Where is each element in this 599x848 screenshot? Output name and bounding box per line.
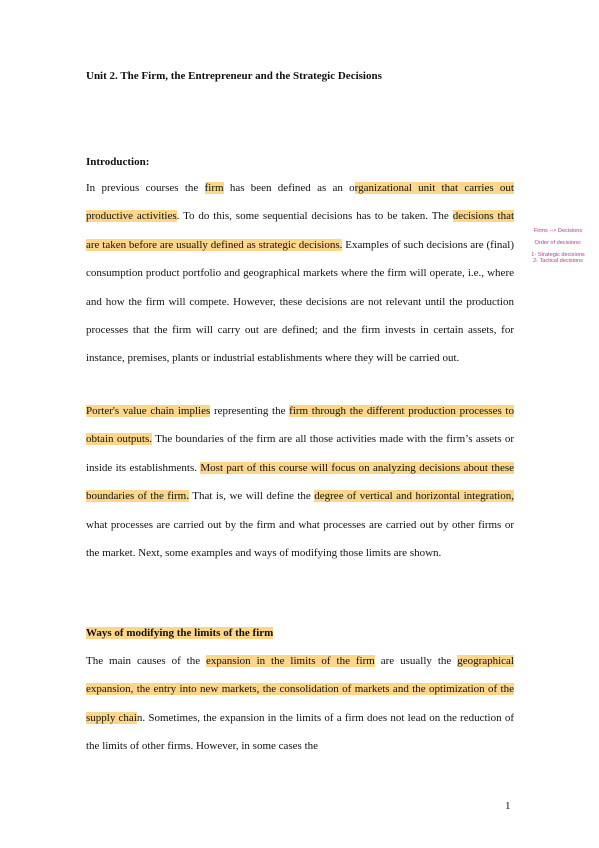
unit-title: Unit 2. The Firm, the Entrepreneur and the Strategic Decisions: [86, 70, 382, 82]
margin-annotations: [522, 228, 594, 264]
text-run: Examples of such decisions are (final) consumption product portfolio and geographical markets where the firm will operate, i.e., where and how the firm will compete. However, these decisions are not relevant until the production processes that the firm will carry out are defined; and the firm invests in certain assets, for instance, premises, plants or industrial establishments where they will be carried out.: [86, 238, 514, 365]
annotation-line-2: Order of decisions:: [534, 240, 582, 246]
text-run: n. Sometimes, the expansion in the limits of a firm does not lead on the reduction of the limits of other firms. However, in some cases the: [86, 711, 514, 753]
annotation-line-4: 2- Tactical decisions: [533, 258, 583, 264]
ways-heading: [86, 627, 273, 639]
text-run: what processes are carried out by the firm and what processes are carried out by other firms or the market. Next, some examples and ways of modifying those limits are shown.: [86, 518, 514, 560]
annotation-line-1: Firms --> Decisions: [533, 228, 583, 234]
text-run: The main causes of the: [86, 655, 207, 667]
text-run: representing the: [210, 405, 290, 417]
highlighted-text: firm through the different production processes to obtain outputs.: [86, 405, 514, 446]
ways-paragraph: [86, 647, 514, 761]
text-run: . To do this, some sequential decisions has to be taken. The: [176, 210, 453, 223]
introduction-paragraph-2: [86, 397, 514, 567]
highlighted-text: geographical expansion, the entry into new markets, the consolidation of markets and the optimization of the supply chai: [86, 655, 514, 724]
text-run: has been defined as an o: [223, 182, 355, 194]
highlighted-text: degree of vertical and horizontal integration,: [314, 490, 514, 503]
text-run: That is, we will define the: [189, 490, 315, 503]
highlighted-text: Porter's value chain implies: [86, 405, 211, 417]
page-number: 1: [505, 800, 511, 812]
annotation-line-3: 1- Strategic decisions: [531, 252, 585, 258]
ways-heading-text: Ways of modifying the limits of the firm: [86, 627, 274, 639]
highlighted-text: decisions that are taken before are usually defined as strategic decisions.: [86, 210, 515, 251]
text-run: In previous courses the: [86, 182, 205, 194]
text-run: The boundaries of the firm are all those activities made with the firm’s assets or inside its establishments.: [86, 433, 514, 474]
introduction-heading: Introduction:: [86, 156, 150, 168]
highlighted-text: firm: [204, 182, 224, 194]
highlighted-text: Most part of this course will focus on analyzing decisions about these boundaries of the firm.: [86, 461, 514, 503]
text-run: are usually the: [374, 655, 458, 667]
introduction-paragraph-1: [86, 174, 514, 373]
highlighted-text: expansion in the limits of the firm: [206, 655, 375, 667]
highlighted-text: rganizational unit that carries out productive activities: [86, 182, 514, 223]
